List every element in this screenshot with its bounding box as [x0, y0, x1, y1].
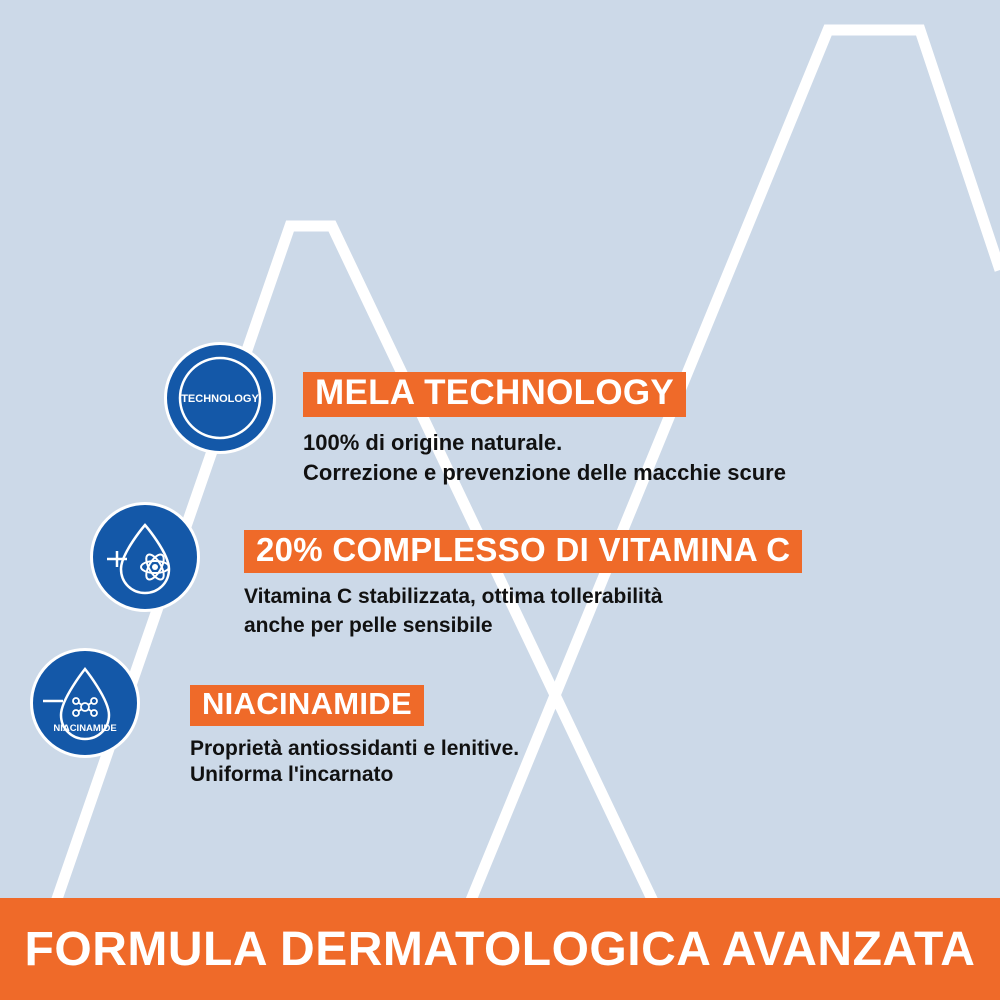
feature-block-3: [190, 685, 519, 789]
feature-desc-1-line2: Correzione e prevenzione delle macchie scure: [303, 459, 786, 485]
droplet-niacinamide-icon: [33, 651, 137, 755]
feature-desc-2-line2: anche per pelle sensibile: [244, 613, 493, 637]
feature-block-2: [244, 530, 802, 639]
badge-technology: [164, 342, 276, 454]
feature-title-1: MELA TECHNOLOGY: [303, 372, 686, 417]
feature-title-2: 20% COMPLESSO DI VITAMINA C: [244, 530, 802, 573]
droplet-atom-icon: [93, 505, 197, 609]
badge-label-text: NIACINAMIDE: [53, 723, 117, 734]
feature-desc-1-line1: 100% di origine naturale.: [303, 429, 563, 455]
footer-headline: FORMULA DERMATOLOGICA AVANZATA: [24, 922, 976, 976]
badge-vitamin-c: [90, 502, 200, 612]
feature-block-1: [303, 372, 786, 487]
badge-label-text: TECHNOLOGY: [181, 393, 259, 405]
feature-desc-3-line1: Proprietà antiossidanti e lenitive.: [190, 736, 520, 760]
badge-niacinamide: [30, 648, 140, 758]
feature-title-3: NIACINAMIDE: [190, 685, 424, 726]
feature-desc-2-line1: Vitamina C stabilizzata, ottima tollerabilità: [244, 584, 663, 608]
technology-circle-icon: [168, 346, 272, 450]
feature-desc-3-line2: Uniforma l'incarnato: [190, 763, 394, 787]
footer-banner: [0, 898, 1000, 1000]
